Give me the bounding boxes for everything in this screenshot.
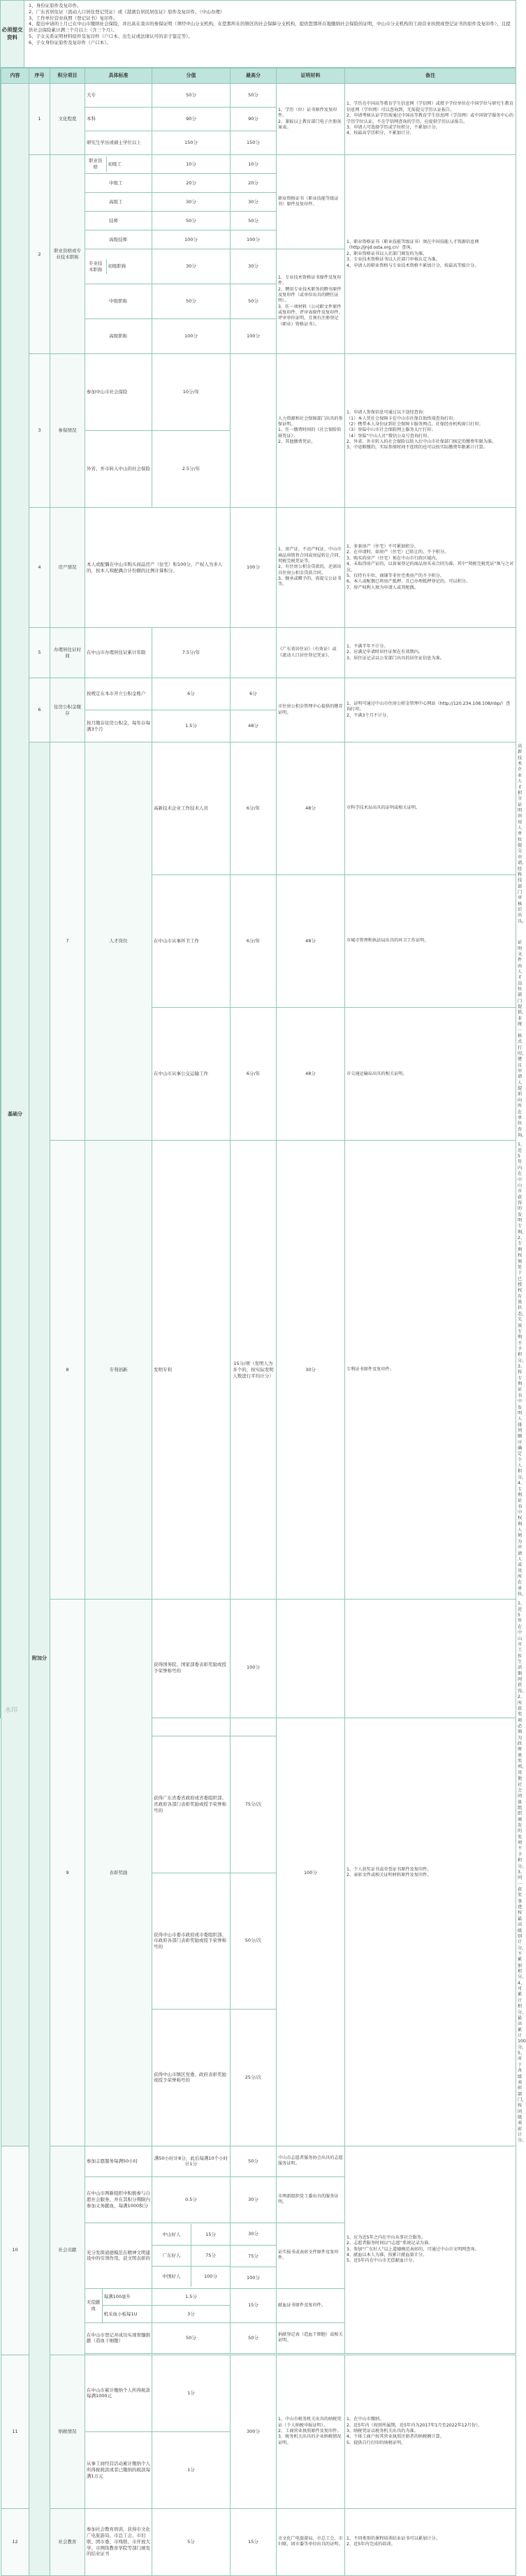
header-max: 最高分 (231, 68, 277, 84)
note-line: 2、近5年内（按照所属期，近5年内为2017年1月至2022年12月份）。 (346, 2422, 483, 2428)
row-item: 表彰奖励 (85, 1600, 152, 2146)
material-line: 1、房产证、不动产权证、中山市商品房销售合同或房屋转让合同、契税完税凭证等。 (278, 547, 343, 564)
moral-max-cell (231, 2223, 277, 2288)
header-standard: 具体标准 (85, 68, 152, 84)
standard: 参加社会教育培训，获得市文化广电旅游局、市总工会、市妇联、团市委、市残联、市开放大学、市网络教育学院等部门颁发的结业证书 (85, 2508, 152, 2575)
standard: 获得中山市委市政府或市委组织部、市政府各部门表彰奖励或授予荣誉称号的 (152, 1873, 231, 2010)
notes-cell (345, 2146, 516, 2353)
note-line: 2、外省、外市转入的社会保险以转入后中山市社保部门核定的缴费年限为准。 (346, 439, 497, 445)
row-item: 纳税情况 (50, 2355, 85, 2508)
materials-cell (277, 249, 345, 354)
moral-score: 100分 (191, 2266, 231, 2287)
materials-list (24, 1, 516, 67)
standard: 获得国务院、国家部委表彰奖励或授予荣誉称号的 (152, 1600, 231, 1736)
note-line: 3、中途断缴的，实际参保时间不连续的也可以按实际缴费年限累计计算。 (346, 445, 488, 451)
note-line: 2、应满足申请时居住证须在有效期内。 (346, 650, 423, 655)
standard: 充分发挥道德模范在精神文明建设中的引领作用，获文明表彰的 (85, 2223, 152, 2288)
material-line: 1、任一缴费时间的《社会保险转移凭证》； (278, 427, 342, 439)
moral-score: 75分 (191, 2245, 231, 2266)
max-score: 15分 (231, 2288, 277, 2322)
max-score: 50分 (231, 284, 277, 319)
max-score: 300分 (231, 2355, 277, 2508)
subgroup-label: 职业资格 (89, 158, 103, 170)
max-score: 100分 (277, 1600, 345, 2146)
materials-cell: 捐献登记表（造血干细胞）或相关证明。 (277, 2322, 345, 2353)
row-item: 社会贡献 (50, 2146, 85, 2355)
table-row (1, 2355, 516, 2431)
moral-name: 中山好人 (162, 2231, 181, 2237)
score: 6分/年 (231, 742, 277, 875)
max-score: 30分 (231, 249, 277, 284)
score: 1.5分 (152, 710, 231, 742)
materials-cell: 《广东省居住证》（有效证）或《流动人口居住登记凭证》。 (277, 628, 345, 678)
max-score: 30分 (277, 1141, 345, 1600)
notes-cell (345, 628, 516, 678)
header-content: 内容 (1, 68, 29, 84)
note-line: 4、按最高学历积分，不累加计分。 (346, 131, 414, 136)
max-score: 150分 (231, 131, 277, 155)
level: 高级技师 (85, 230, 152, 249)
score: 15分/项（发明人为多个的，按实际发明人数进行平均计分） (231, 1141, 277, 1600)
table-row: 9 表彰奖励 获得国务院、国家部委表彰奖励或授予荣誉称号的 100分 100分 1、个人获奖证书或荣誉证书原件及复印件。 2、表彰文件或相关证明材料原件及复印件。 1、近5年在中山市工作生活期间获得。 2、所获奖项必须为政府类奖项，其他社会团体组织颁发的奖项不予积分。 3、同一获奖事迹按最高级别计分，不累加积分。 4、可累计积分，最高累计100分。 5、对于各级表彰部门，按同级表彰计分。 (1, 1600, 516, 1736)
subgroup-professional (85, 249, 152, 284)
max-score: 50分 (231, 84, 277, 108)
row-item: 文化程度 (50, 84, 85, 155)
level: 中级职称 (85, 284, 152, 319)
standard: 参加中山市社会保险 (85, 354, 152, 431)
score: 1.5分 (152, 2288, 231, 2306)
material-item: 6、子女身份证原件及复印件（户口本）。 (29, 39, 111, 45)
score: 75分/次 (231, 1736, 277, 1873)
row-seq: 10 (1, 2146, 29, 2355)
row-seq: 11 (1, 2355, 29, 2508)
standard: 按月缴存住房公积金，每年存每满3个月 (85, 710, 152, 742)
level: 初级职称 (106, 259, 152, 275)
notes-cell (345, 508, 516, 628)
score: 90分 (152, 108, 231, 131)
blood-label: 每满100毫升 (102, 2289, 152, 2306)
row-item: 住房公积金缴存 (50, 678, 85, 742)
materials-cell (277, 354, 345, 508)
notes-cell (345, 354, 516, 508)
score: 30分 (152, 249, 231, 284)
material-line: 1、中山市税务机关出具的纳税凭证（个人纳税申报证明）。 (278, 2417, 342, 2428)
note-line: 2、不满3个月不计分。 (346, 712, 391, 718)
table-row (1, 628, 516, 678)
standard: 在中山市从事环卫工作 (152, 875, 231, 1008)
materials-cell (277, 84, 345, 155)
notes-cell (345, 155, 516, 354)
note-line: （1）本人凭社会保障卡在中山市社保自助终端查询打印； (346, 416, 458, 421)
max-score: 20分 (231, 174, 277, 193)
max-score (231, 354, 277, 508)
material-item: 5、子女关系证明材料原件及复印件（户口本、出生证或法律认可的亲子鉴定等）。 (29, 33, 193, 39)
required-materials (1, 1, 516, 68)
max-score: 90分 (231, 108, 277, 131)
row-seq: 4 (29, 508, 50, 628)
note-line: 2、申请考核认证学历需通过中国高等教育学生信息网（学信网）或中国留学服务中心的学历学位认证，不在学信网查询的学历，应提供学历认证报告。 (346, 113, 514, 124)
notes-cell (345, 84, 516, 155)
max-score: 100分 (231, 508, 277, 628)
row-seq: 6 (29, 678, 50, 742)
table-row: 8 专利创新 发明专利 15分/项（发明人为多个的，按实际发明人数进行平均计分） 30分 专利证书原件及复印件。 1、近5年内在中山市获得的发明专利。 2、专利权须处于已授权有效状态，失效专利不予积分。 3、按专利证书中发明人排列顺序确定个人积分。 4、专利证书中权利人须为申请人或其所在单位。 (1, 1141, 516, 1600)
table-row (1, 84, 516, 108)
note-line: 1、申请人参保信息可通过以下途径查询： (346, 410, 428, 416)
standard: 在中山市从事公交运输工作 (152, 1008, 231, 1141)
materials-cell: 市住房公积金管理中心提供的缴存证明。 (277, 678, 345, 742)
max-score: 10分 (231, 155, 277, 174)
materials-cell: 市城市管理和执法局出具的环卫工作证明。 (345, 875, 516, 1008)
note-line: 2、近5年内完成的培训。 (346, 2542, 395, 2547)
note-line: （4）登陆“中山人社”微信公众号查询打印。 (346, 433, 432, 439)
row-seq: 7 (50, 742, 85, 1141)
note-line: （2）携带本人身份证到社会保障卡服务网点、社保经办机构窗口打印； (346, 421, 483, 427)
notes-cell (345, 678, 516, 742)
material-item: 2、广东省居住证（流动人口居住登记凭证）或《港澳台居民居住证》原件及复印件。（中山办理） (29, 8, 225, 15)
score: 50分/次 (231, 1873, 277, 2010)
table-row: 附加分 7 人才岗位 高新技术企业工作技术人员 6分/年 48分 市科学技术局出具的证明或相关证明。 高新技术企业人才积分证明由用人单位提交申请，经科技部门审核后出具。 证明文件由人才岗位部门提供，非统一格式打印，建议申请人提前向所在单位咨询。 (1, 742, 516, 875)
standard: 在中山市累计缴纳个人所得税款每满1000元 (85, 2355, 152, 2431)
score: 50分 (152, 84, 231, 108)
materials-cell: 证实报书或表彰文件原件及复印件。 (277, 2223, 345, 2288)
material-line: 2、其他缴费凭证。 (278, 439, 316, 445)
note-line: 5、近5年内在中山市无偿献血计分。 (346, 2258, 417, 2264)
note-line: 3、参加“广东好人”以上道德模范表彰的，可通过中山市文明网查询。 (346, 2246, 479, 2252)
material-item: 4、提出申请的上月已在中山市缴纳社会保险，并出具在我市的参保证明（须经中山分支机构，在您那所在的镇区的社会保障分支机构，提供您那所在地缴纳社会保险的证明，中山市分支机构的工商营业执照或登记证书的原件及复印件），且提供社会保险累计满三个月以上（含三个月）。 (29, 21, 511, 34)
max-score: 30分 (231, 2176, 277, 2223)
note-line: 2、在申请时，如房产（住宅）已转让的，不予积分。 (346, 550, 449, 555)
header-materials: 证明材料 (277, 68, 345, 84)
material-line: 1、专业技术资格证书原件及复印件。 (278, 275, 342, 286)
category-bonus: 附加分 (29, 742, 50, 2576)
score: 20分 (152, 174, 231, 193)
max-score: 6分 (231, 678, 277, 710)
row-item: 职业资格或专业技术职称 (50, 155, 85, 354)
note-line: 4、未取得房产证的，以备案登记的商品房买卖合同为准，其中“契税完税凭证”须与之对应。 (346, 562, 514, 573)
score: 100分 (152, 230, 231, 249)
max-score: 50分 (231, 2146, 277, 2176)
materials-cell: 市文化广电旅游局、市总工会、市妇联、团市委等单位出具的证明。 (277, 2508, 345, 2575)
materials-cell: 专利证书原件及复印件。 (345, 1141, 516, 1600)
row-item: 社会教育 (50, 2508, 85, 2575)
note-line: 6、本人或配偶已将房产抵押，且已办理抵押登记的，可以积分。 (346, 579, 471, 585)
max-score: 15分 (231, 2508, 277, 2575)
material-line: 1、学历（位）证书原件及复印件。 (278, 107, 337, 119)
notes-cell (345, 2508, 516, 2575)
row-seq: 3 (29, 354, 50, 508)
row-seq: 1 (29, 84, 50, 155)
standard: 在中山市办理居住证累计年限 (85, 628, 152, 678)
note-line: 7、房产权利人须为申请人或其配偶。 (346, 585, 418, 590)
note-line: 5、仅持有车位、商铺等非住宅类房产的不予积分。 (346, 573, 445, 578)
max-score: 50分 (231, 212, 277, 230)
category-basic: 基础分 (1, 84, 29, 2146)
note-line: （3）登陆中山市社会保险网上服务大厅打印； (346, 427, 436, 433)
note-line: 3、专业技术资格证书以人社部门审核认定为准。 (346, 257, 440, 263)
level: 高级工 (85, 193, 152, 212)
score: 3分 (152, 2306, 231, 2323)
header-item: 积分项目 (50, 68, 85, 84)
material-line: 2、兼报以上教育部门电子注册备案表。 (278, 119, 342, 130)
standard: 发明专利 (152, 1141, 231, 1600)
max-score: 48分 (277, 742, 345, 875)
score: 150分 (152, 131, 231, 155)
material-line: 3、继承或赠予的，需提交公证书等。 (278, 576, 342, 587)
notes-cell (345, 2355, 516, 2508)
score: 6分 (152, 678, 231, 710)
header-score: 分值 (152, 68, 231, 84)
level: 初级工 (106, 156, 152, 172)
standard: 本科 (85, 108, 152, 131)
row-seq: 8 (50, 1141, 85, 1600)
moral-name: 广东好人 (152, 2245, 191, 2266)
standard: 获得中山市镇区党委、政府表彰奖励或授予荣誉称号的 (152, 2010, 231, 2146)
materials-cell: 献血证书原件及复印件。 (277, 2288, 345, 2322)
materials-cell: 中山市志愿者服务协会出具的志愿服务证明。 (277, 2146, 345, 2176)
materials-cell (277, 508, 345, 628)
row-item: 房产情况 (50, 508, 85, 628)
note-line: 3、居住证记录以公安部门出具的居住证信息为准。 (346, 655, 445, 661)
standard: 在中山市两新组织中积极参与自愿社会服务，并在其积分期限内参加义务献血，每满1000积分 (85, 2176, 152, 2223)
score: 2.5分/年 (152, 431, 231, 508)
score: 满50小时计8分，此后每满10个小时计1分 (152, 2146, 231, 2176)
score: 25分/次 (231, 2010, 277, 2146)
table-row (1, 508, 516, 628)
materials-cell: 市科学技术局出具的证明或相关证明。 (345, 742, 516, 875)
score: 50分 (152, 2322, 231, 2353)
standard: 参加志愿服务每满50小时 (85, 2146, 152, 2176)
moral-score: 15分 (191, 2224, 231, 2245)
max-score: 50分 (231, 2322, 277, 2353)
score: 6分/年 (231, 875, 277, 1008)
standard: 从事工商经营活动累计缴纳个人所得税税款或者已缴纳的税款每满1万元 (85, 2431, 152, 2508)
row-seq: 9 (50, 1600, 85, 2146)
score: 50分 (152, 212, 231, 230)
materials-cell: 市两新组织党工委出具的服务证明。 (277, 2176, 345, 2223)
max-score (231, 628, 277, 678)
score: 5分 (152, 2508, 231, 2575)
score: 1分 (152, 2431, 231, 2508)
score: 50分 (152, 284, 231, 319)
material-line: 2、聘用专业技术职务的聘书原件及复印件（或单位出具的聘任证明）。 (278, 286, 342, 304)
score: 6分/年 (231, 1008, 277, 1141)
material-line: 2、表彰文件或相关证明材料原件及复印件。 (346, 1873, 432, 1878)
blood-label: 机采血小板每1U (102, 2306, 152, 2322)
note-line: 3、纳税凭证以税务机关出具的为准。 (346, 2429, 418, 2434)
note-line: 1、学历在中国高等教育学生信息网（学信网）或授予学位单位在中国学位与研究生教育信息网（学位网）可以查询到，无需提交学历认证报告。 (346, 101, 514, 112)
max-score: 48分 (277, 1008, 345, 1141)
standard: 外省、外市转入中山的社会保险 (85, 431, 152, 508)
max-score: 48分 (277, 875, 345, 1008)
table-row (1, 2146, 516, 2176)
material-line: 人力资源和社会保障部门出具的参保证明。 (278, 416, 343, 427)
material-line: 3、税务机关出具的企业纳税情况证明。 (278, 2434, 342, 2445)
standard: 在中山市登记并成功实现骨髓捐献（造血干细胞） (85, 2322, 152, 2353)
row-seq: 2 (29, 155, 50, 354)
subgroup-label: 专业技术职称 (89, 260, 103, 272)
blood-donation-cell (85, 2288, 152, 2322)
max-score: 30分 (231, 193, 277, 212)
table-row (1, 155, 516, 174)
material-line: 3、任一项材料（公司职文件原件或复印件、评审表原件及复印件、评审单位证明，且须有注册登记（职业）资格证书）。 (278, 304, 343, 327)
standard: 按规定在本市开立公积金账户 (85, 678, 152, 710)
score: 10分/年 (152, 354, 231, 431)
row-item: 办理居住证时间 (50, 628, 85, 678)
note-line: 4、个体工商户按其营业执照注册者的纳税额计算。 (346, 2434, 445, 2440)
note-line: 3、申请人可选择学历或学位积分，不累加计分。 (346, 124, 440, 130)
row-seq: 12 (1, 2508, 29, 2575)
materials-cell: 职业资格证书（职业技能等级证书）原件及复印件。 (277, 155, 345, 249)
standard: 获得广东省委省政府或省委组织部、省政府各部门表彰奖励或授予荣誉称号的 (152, 1736, 231, 1873)
materials-cell: 市交通运输局出具的相关证明。 (345, 1008, 516, 1141)
note-line: 1、证明可通过中山市住房公积金管理中心网站（http://120.234.108.108/nbp/）查询打印。 (346, 701, 511, 712)
note-line: 1、多套房产（住宅）不可累加积分。 (346, 544, 418, 550)
materials-cell (345, 1600, 516, 2146)
max-score: 100分 (231, 2267, 276, 2288)
score: 30分 (152, 193, 231, 212)
table-row (1, 678, 516, 710)
header-notes: 备注 (345, 68, 516, 84)
level: 高级职称 (85, 319, 152, 354)
note-line: 1、职业资格证书（职业技能等级证书）须在中国技能人才资源信息网（http://jnjd.osta.org.cn）查询。 (346, 240, 479, 251)
max-score: 100分 (231, 319, 277, 354)
note-line: 2、志愿者服务时间以“i志愿”系统记录为准。 (346, 2241, 433, 2246)
note-line: 5、提供自行打印的纳税证明。 (346, 2440, 406, 2445)
table-header (1, 68, 516, 84)
material-line: 2、工商营业执照原件及复印件。 (278, 2429, 342, 2434)
moral-model-cell (152, 2223, 231, 2288)
score: 100分 (152, 319, 231, 354)
note-line: 2、职业资格证书以人社部门颁发的为准。 (346, 251, 428, 256)
row-item: 专利创新 (85, 1141, 152, 1600)
standard: 本人或配偶在中山市购买商品房产（住宅）积100分，产权人为多人的，按本人和配偶合计份额的比例计算积分。 (85, 508, 231, 628)
blood-title: 无偿献血 (87, 2299, 101, 2311)
standard: 大专 (85, 84, 152, 108)
score: 1分 (152, 2355, 231, 2431)
level: 中级工 (85, 174, 152, 193)
materials-title: 必须提交资料 (1, 1, 24, 67)
standard: 高新技术企业工作技术人员 (152, 742, 231, 875)
score: 100分 (231, 1600, 277, 1736)
points-table (1, 68, 526, 2576)
watermark: 水印 (5, 1706, 18, 1714)
header-seq: 序号 (29, 68, 50, 84)
max-score: 30分 (248, 2230, 258, 2237)
note-line: 1、在中山市缴纳。 (346, 2417, 384, 2422)
note-line: 1、应为近5年之内在中山从事社会服务。 (346, 2234, 426, 2240)
max-score: 100分 (231, 230, 277, 249)
note-line: 4、申请人的职业资格与专业技术资格不累加计分，按最高等级计分。 (346, 263, 479, 268)
score: 7.5分/年 (152, 628, 231, 678)
row-item: 人才岗位 (85, 742, 152, 1141)
note-line: 3、购买的房产（住宅）须在中山市行政区域内。 (346, 555, 440, 561)
standard: 研究生学历或硕士学位以上 (85, 131, 152, 155)
max-score: 48分 (231, 710, 277, 742)
material-line: 2、有住房公积金贷款的，还需出具住房公积金贷款合同。 (278, 564, 342, 576)
material-line: 1、个人获奖证书或荣誉证书原件及复印件。 (346, 1866, 432, 1872)
subgroup-vocational (85, 155, 152, 174)
moral-name: 中国好人 (152, 2266, 191, 2287)
level: 技师 (85, 212, 152, 230)
note-line: 1、不满半年不计分。 (346, 643, 388, 649)
material-item: 3、工作单位营业执照（登记证书）复印件。 (29, 15, 118, 21)
row-item: 参保情况 (50, 354, 85, 508)
note-line: 1、不同类别的课程培训结业证书可以累加计分。 (346, 2535, 440, 2541)
score: 10分 (152, 155, 231, 174)
materials-cell (277, 2355, 345, 2508)
max-score: 75分 (231, 2245, 276, 2267)
table-row (1, 2508, 516, 2575)
score: 0.5分 (152, 2176, 231, 2223)
row-seq: 5 (29, 628, 50, 678)
material-item: 1、身份证原件及复印件。 (29, 3, 82, 8)
table-row (1, 354, 516, 431)
note-line: 4、献血以本人为准，按累计献血量计分。 (346, 2252, 428, 2257)
